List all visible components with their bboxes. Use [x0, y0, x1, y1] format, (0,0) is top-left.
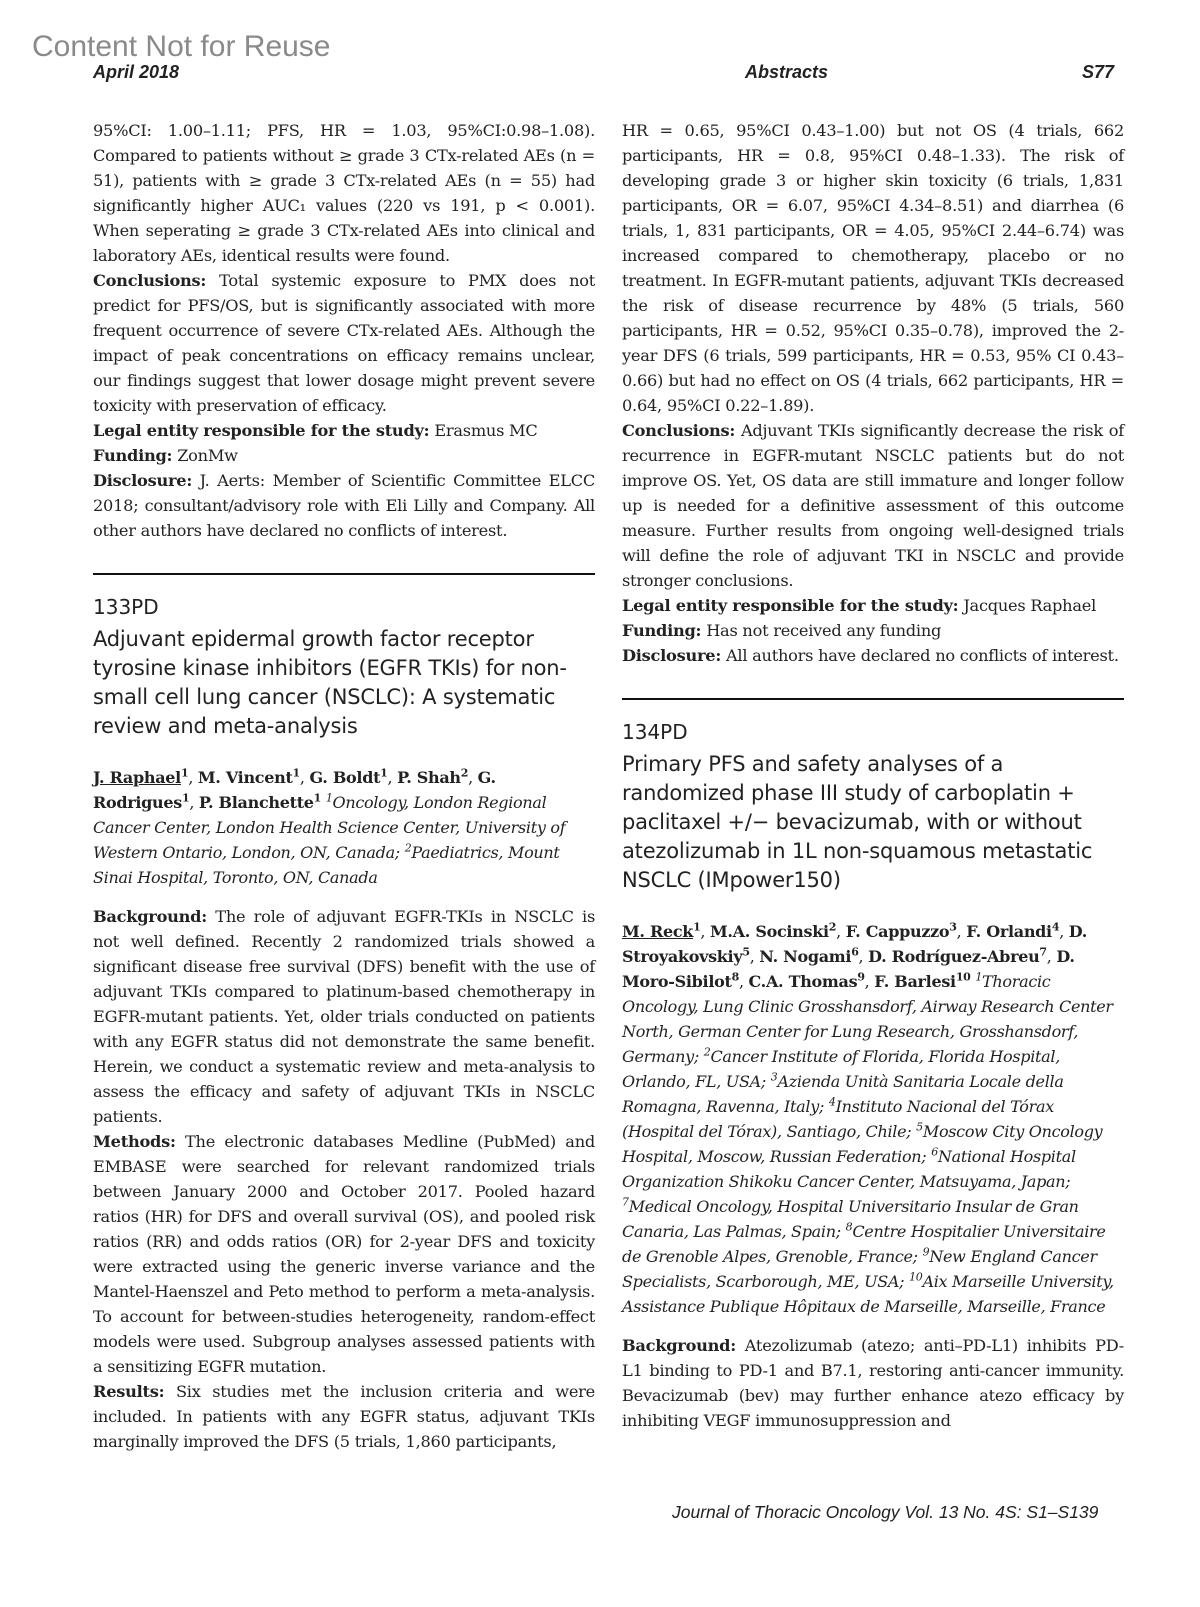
author-affiliation-marker: 10	[955, 970, 971, 984]
journal-footer: Journal of Thoracic Oncology Vol. 13 No. 4S: S1–S139	[672, 1502, 1099, 1522]
author-name	[199, 793, 321, 812]
author-name	[397, 768, 468, 787]
paragraph	[622, 618, 1124, 643]
abstract-134-body	[622, 1333, 1124, 1433]
abstract-divider	[93, 573, 595, 575]
section-text: Jacques Raphael	[963, 596, 1096, 615]
author-affiliation-marker: 8	[731, 970, 739, 984]
section-label: Disclosure:	[622, 646, 722, 665]
affiliation-marker: 1	[325, 791, 333, 805]
paragraph	[93, 1129, 595, 1379]
watermark: Content Not for Reuse	[32, 30, 331, 63]
author-name-text: M. Reck	[622, 922, 694, 941]
author-name-text: D. Rodríguez-Abreu	[868, 947, 1040, 966]
author-name-text: G. Boldt	[309, 768, 381, 787]
affiliation-marker: 6	[931, 1145, 938, 1159]
author-name-text: M.A. Socinski	[710, 922, 829, 941]
author-name	[198, 768, 300, 787]
affiliation-marker: 9	[922, 1245, 930, 1259]
affiliation-text: Cancer Institute of Florida, Florida Hospital, Orlando, FL, USA;	[622, 1047, 1061, 1091]
section-text: Has not received any funding	[706, 621, 942, 640]
section-label: Conclusions:	[622, 421, 736, 440]
author-name	[874, 972, 970, 991]
paragraph	[93, 118, 595, 268]
paragraph	[93, 904, 595, 1129]
author-affiliation-marker: 1	[693, 920, 701, 934]
section-label: Legal entity responsible for the study:	[622, 596, 959, 615]
author-name-text: C.A. Thomas	[748, 972, 858, 991]
author-affiliation-marker: 9	[857, 970, 865, 984]
abstract-divider	[622, 698, 1124, 700]
author-affiliation-marker: 3	[949, 920, 957, 934]
abstract-133-body-right	[622, 118, 1124, 668]
affiliation-marker: 10	[909, 1270, 923, 1284]
section-text: The electronic databases Medline (PubMed) and EMBASE were searched for relevant randomized trials between January 2000 and October 2017. Pooled hazard ratios (HR) for DFS and overall survival (OS), and pooled risk ratios (RR) and odds ratios (OR) for 2-year DFS and toxicity were extracted using the generic inverse variance and the Mantel-Haenszel and Peto method to perform a meta-analysis. To account for between-studies heterogeneity, random-effect models were used. Subgroup analyses assessed patients with a sensitizing EGFR mutation.	[93, 1132, 595, 1376]
author-affiliation-marker: 5	[742, 945, 750, 959]
author-name-text: G. Rodrigues	[93, 768, 496, 812]
abstract-133-title: Adjuvant epidermal growth factor receptor tyrosine kinase inhibitors (EGFR TKIs) for non-small cell lung cancer (NSCLC): A systematic review and meta-analysis	[93, 627, 567, 738]
abstract-134-title: Primary PFS and safety analyses of a randomized phase III study of carboplatin + paclitaxel +/− bevacizumab, with or without atezolizumab in 1L non-squamous metastatic NSCLC (IMpower150)	[622, 752, 1093, 892]
author-name-text: D. Stroyakovskiy	[622, 922, 1088, 966]
affiliation-text: Medical Oncology, Hospital Universitario Insular de Gran Canaria, Las Palmas, Spain;	[622, 1197, 1079, 1241]
affiliation-text: Moscow City Oncology Hospital, Moscow, Russian Federation;	[622, 1122, 1103, 1166]
author-name-text: P. Blanchette	[198, 793, 314, 812]
section-text: ZonMw	[177, 446, 238, 465]
abstract-134-authors: M. Reck$^1$, M.A. Socinski$^2$, F. Cappuzzo$^3$, F. Orlandi$^4$, D. Stroyakovskiy$^5$, N. Nogami$^6$, D. Rodríguez-Abreu$^7$, D. Moro-Sibilot$^8$, C.A. Thomas$^9$, F. Barlesi$^{10}$ $^1$Thoracic Oncology, Lung Clinic Grosshansdorf, Airway Research Center North, German Center for Lung Research, Grosshansdorf, Germany; $^2$Cancer Institute of Florida, Florida Hospital, Orlando, FL, USA; $^3$Azienda Unità Sanitaria Locale della Romagna, Ravenna, Italy; $^4$Instituto Nacional del Tórax (Hospital del Tórax), Santiago, Chile; $^5$Moscow City Oncology Hospital, Moscow, Russian Federation; $^6$National Hospital Organization Shikoku Cancer Center, Matsuyama, Japan; $^7$Medical Oncology, Hospital Universitario Insular de Gran Canaria, Las Palmas, Spain; $^8$Centre Hospitalier Universitaire de Grenoble Alpes, Grenoble, France; $^9$New England Cancer Specialists, Scarborough, ME, USA; $^{10}$Aix Marseille University, Assistance Publique Hôpitaux de Marseille, Marseille, France	[622, 920, 1114, 1316]
author-affiliation-marker: 1	[181, 791, 190, 805]
affiliation-marker: 4	[828, 1095, 836, 1109]
author-name-text: N. Nogami	[759, 947, 852, 966]
right-column	[622, 118, 1124, 1433]
affiliation-text: Centre Hospitalier Universitaire de Grenoble Alpes, Grenoble, France;	[622, 1222, 1106, 1266]
author-affiliation-marker: 6	[851, 945, 859, 959]
author-name	[749, 972, 865, 991]
section-text: Adjuvant TKIs significantly decrease the risk of recurrence in EGFR-mutant NSCLC patients but do not improve OS. Yet, OS data are still immature and longer follow up is needed for a definitive assessment of this outcome measure. Further results from ongoing well-designed trials will define the role of adjuvant TKI in NSCLC and provide stronger conclusions.	[622, 421, 1124, 590]
section-text: All authors have declared no conflicts of interest.	[725, 646, 1119, 665]
affiliation-marker: 1	[975, 970, 983, 984]
author-name	[846, 922, 957, 941]
section-label: Background:	[622, 1336, 736, 1355]
author-affiliation-marker: 4	[1051, 920, 1060, 934]
affiliation-marker: 8	[845, 1220, 853, 1234]
author-affiliation-marker: 2	[828, 920, 837, 934]
abstract-133-body-left	[93, 904, 595, 1454]
left-column	[93, 118, 595, 1454]
previous-abstract-continuation	[93, 118, 595, 543]
section-label: Background:	[93, 907, 207, 926]
author-name	[759, 947, 858, 966]
author-name	[309, 768, 387, 787]
section-text: Atezolizumab (atezo; anti–PD-L1) inhibits PD-L1 binding to PD-1 and B7.1, restoring anti-cancer immunity. Bevacizumab (bev) may further enhance atezo efficacy by inhibiting VEGF immunosuppression and	[622, 1336, 1124, 1430]
author-name-text: F. Barlesi	[874, 972, 956, 991]
paragraph	[93, 468, 595, 543]
author-name	[622, 922, 700, 941]
author-affiliation-marker: 2	[460, 766, 469, 780]
paragraph	[622, 643, 1124, 668]
paragraph	[622, 118, 1124, 418]
affiliation-text: National Hospital Organization Shikoku Cancer Center, Matsuyama, Japan;	[622, 1147, 1076, 1191]
affiliation-text: Thoracic Oncology, Lung Clinic Grosshansdorf, Airway Research Center North, German Center for Lung Research, Grosshansdorf, Germany;	[622, 972, 1113, 1066]
affiliation-text: Oncology, London Regional Cancer Center, London Health Science Center, University of Western Ontario, London, ON, Canada;	[93, 793, 566, 862]
section-label: Funding:	[93, 446, 173, 465]
author-affiliation-marker: 1	[380, 766, 388, 780]
author-name-text: P. Shah	[397, 768, 461, 787]
author-name-text: M. Vincent	[197, 768, 293, 787]
section-text: Six studies met the inclusion criteria and were included. In patients with any EGFR status, adjuvant TKIs marginally improved the DFS (5 trials, 1,860 participants,	[93, 1382, 595, 1451]
affiliation-text: Azienda Unità Sanitaria Locale della Romagna, Ravenna, Italy;	[622, 1072, 1064, 1116]
author-name	[868, 947, 1047, 966]
affiliation-marker: 7	[622, 1195, 629, 1209]
paragraph	[93, 268, 595, 418]
author-name	[966, 922, 1059, 941]
section-text: Total systemic exposure to PMX does not predict for PFS/OS, but is significantly associated with more frequent occurrence of severe CTx-related AEs. Although the impact of peak concentrations on efficacy remains unclear, our findings suggest that lower dosage might prevent severe toxicity with preservation of efficacy.	[93, 271, 595, 415]
author-name	[93, 768, 188, 787]
author-name-text: D. Moro-Sibilot	[622, 947, 1075, 991]
section-text: J. Aerts: Member of Scientific Committee ELCC 2018; consultant/advisory role with Eli Lilly and Company. All other authors have declared no conflicts of interest.	[93, 471, 595, 540]
affiliation-marker: 3	[770, 1070, 778, 1084]
section-label: Legal entity responsible for the study:	[93, 421, 430, 440]
header-section: Abstracts	[745, 62, 829, 82]
author-affiliation-marker: 1	[292, 766, 300, 780]
paragraph	[93, 1379, 595, 1454]
header-date: April 2018	[93, 62, 180, 82]
paragraph	[93, 418, 595, 443]
section-label: Disclosure:	[93, 471, 193, 490]
paragraph	[622, 1333, 1124, 1433]
abstract-133-authors: J. Raphael$^1$, M. Vincent$^1$, G. Boldt$^1$, P. Shah$^2$, G. Rodrigues$^1$, P. Blanchette$^1$ $^1$Oncology, London Regional Cancer Center, London Health Science Center, University of Western Ontario, London, ON, Canada; $^2$Paediatrics, Mount Sinai Hospital, Toronto, ON, Canada	[93, 766, 566, 887]
author-affiliation-marker: 1	[313, 791, 322, 805]
affiliation-marker: 2	[703, 1045, 711, 1059]
affiliation-marker: 5	[916, 1120, 923, 1134]
section-label: Funding:	[622, 621, 702, 640]
abstract-134-id: 134PD	[622, 720, 688, 744]
paragraph	[622, 418, 1124, 593]
abstract-133-id: 133PD	[93, 595, 159, 619]
section-text: The role of adjuvant EGFR-TKIs in NSCLC is not well defined. Recently 2 randomized trials showed a significant disease free survival (DFS) benefit with the use of adjuvant TKIs compared to platinum-based chemotherapy in EGFR-mutant patients. Yet, older trials conducted on patients with any EGFR status did not demonstrate the same benefit. Herein, we conduct a systematic review and meta-analysis to assess the efficacy and safety of adjuvant TKIs in NSCLC patients.	[93, 907, 595, 1126]
paragraph	[93, 443, 595, 468]
affiliation-text: Paediatrics, Mount Sinai Hospital, Toronto, ON, Canada	[93, 843, 560, 887]
section-label: Conclusions:	[93, 271, 207, 290]
section-text: HR = 0.65, 95%CI 0.43–1.00) but not OS (4 trials, 662 participants, HR = 0.8, 95%CI 0.48–1.33). The risk of developing grade 3 or higher skin toxicity (6 trials, 1,831 participants, OR = 6.07, 95%CI 4.34–8.51) and diarrhea (6 trials, 1, 831 participants, OR = 4.05, 95%CI 2.44–6.74) was increased compared to chemotherapy, placebo or no treatment. In EGFR-mutant patients, adjuvant TKIs decreased the risk of disease recurrence by 48% (5 trials, 560 participants, HR = 0.52, 95%CI 0.35–0.78), improved the 2-year DFS (6 trials, 599 participants, HR = 0.53, 95% CI 0.43–0.66) but had no effect on OS (4 trials, 662 participants, HR = 0.64, 95%CI 0.22–1.89).	[622, 121, 1124, 415]
author-name-text: F. Orlandi	[966, 922, 1052, 941]
author-affiliation-marker: 1	[180, 766, 189, 780]
affiliation-text: Instituto Nacional del Tórax (Hospital del Tórax), Santiago, Chile;	[622, 1097, 1054, 1141]
affiliation-text: Aix Marseille University, Assistance Publique Hôpitaux de Marseille, Marseille, France	[622, 1272, 1114, 1316]
section-text: Erasmus MC	[434, 421, 538, 440]
section-text: 95%CI: 1.00–1.11; PFS, HR = 1.03, 95%CI:0.98–1.08). Compared to patients without ≥ grade 3 CTx-related AEs (n = 51), patients with ≥ grade 3 CTx-related AEs (n = 55) had significantly higher AUC₁ values (220 vs 191, p < 0.001). When seperating ≥ grade 3 CTx-related AEs into clinical and laboratory AEs, identical results were found.	[93, 121, 595, 265]
header-page-number: S77	[1082, 62, 1115, 82]
paragraph	[622, 593, 1124, 618]
author-name-text: F. Cappuzzo	[845, 922, 950, 941]
section-label: Results:	[93, 1382, 165, 1401]
affiliation-text: New England Cancer Specialists, Scarborough, ME, USA;	[622, 1247, 1097, 1291]
section-label: Methods:	[93, 1132, 176, 1151]
author-name-text: J. Raphael	[93, 768, 181, 787]
author-name	[710, 922, 836, 941]
author-affiliation-marker: 7	[1039, 945, 1047, 959]
affiliation-marker: 2	[404, 841, 412, 855]
